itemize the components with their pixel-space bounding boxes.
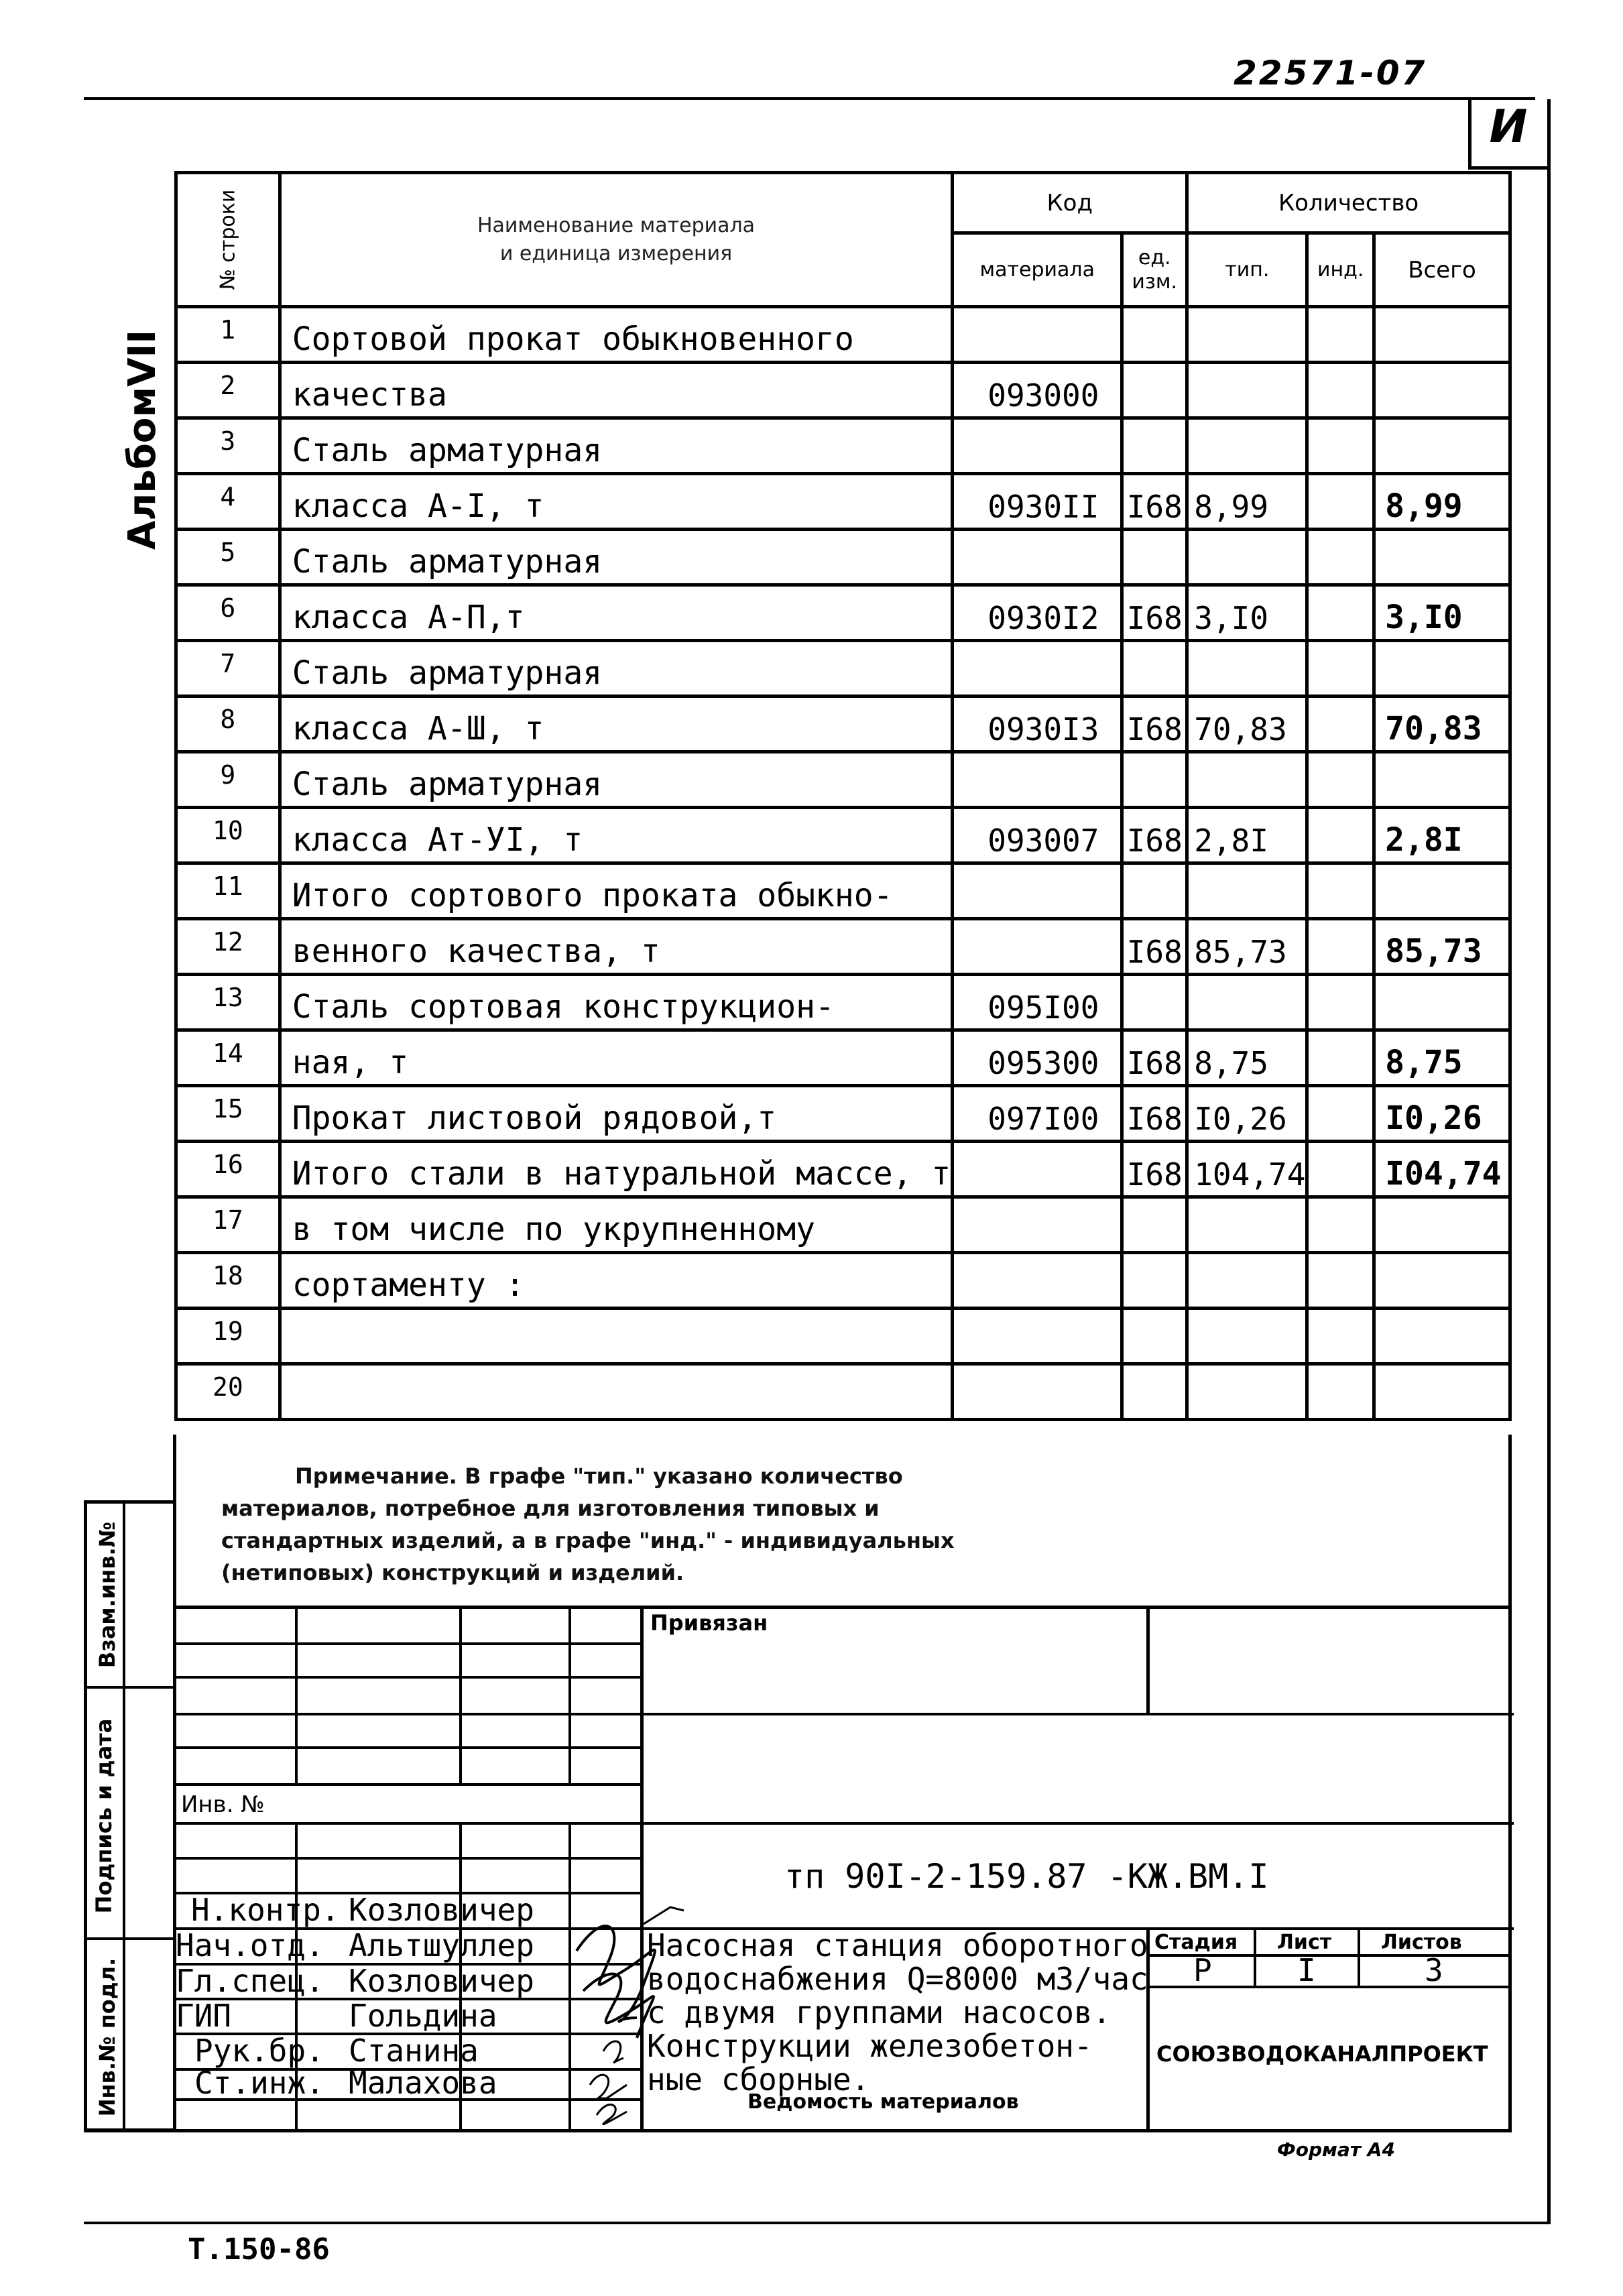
header-material: материала — [953, 233, 1122, 307]
qty-total: 8,99 — [1374, 474, 1510, 530]
qty-ind — [1307, 919, 1374, 975]
table-row — [176, 1309, 1510, 1364]
qty-total — [1374, 641, 1510, 697]
qty-ind — [1307, 752, 1374, 808]
material-code — [953, 1197, 1122, 1253]
project-title-line: Конструкции железобетон- — [647, 2028, 1093, 2064]
material-name: класса А-П,т — [280, 585, 953, 641]
inv-original-label: Инв.№ подл. — [95, 1957, 120, 2117]
row-number: 13 — [176, 975, 280, 1030]
row-number: 20 — [176, 1364, 280, 1420]
row-number: 2 — [176, 363, 280, 418]
header-total: Всего — [1374, 233, 1510, 307]
table-row — [176, 1364, 1510, 1420]
sheets-value: 3 — [1425, 1952, 1443, 1988]
qty-typ — [1187, 1309, 1307, 1364]
unit-code — [1122, 1309, 1187, 1364]
qty-total — [1374, 1364, 1510, 1420]
qty-typ — [1187, 752, 1307, 808]
qty-typ — [1187, 363, 1307, 418]
header-quantity: Количество — [1187, 173, 1510, 233]
material-code: 0930I3 — [953, 697, 1122, 752]
material-code: 0930II — [953, 474, 1122, 530]
table-row — [176, 919, 1510, 975]
material-name: Сталь арматурная — [280, 418, 953, 474]
unit-code — [1122, 752, 1187, 808]
note-line: стандартных изделий, а в графе "инд." - индивидуальных — [221, 1528, 955, 1553]
material-code — [953, 919, 1122, 975]
table-row — [176, 641, 1510, 697]
document-number: 22571-07 — [1234, 54, 1427, 93]
material-code — [953, 1309, 1122, 1364]
table-row — [176, 363, 1510, 418]
qty-ind — [1307, 863, 1374, 919]
privyazan-label: Привязан — [650, 1610, 768, 1636]
table-row — [176, 1142, 1510, 1197]
material-code — [953, 752, 1122, 808]
qty-typ: I0,26 — [1187, 1086, 1307, 1142]
qty-ind — [1307, 585, 1374, 641]
staff-name: Станина — [349, 2033, 479, 2069]
qty-ind — [1307, 1142, 1374, 1197]
qty-typ: 3,I0 — [1187, 585, 1307, 641]
tb-col — [459, 1606, 462, 1785]
tb-row — [173, 1857, 642, 1860]
qty-total: I0,26 — [1374, 1086, 1510, 1142]
qty-ind — [1307, 363, 1374, 418]
sheets-label: Листов — [1381, 1931, 1462, 1954]
material-code — [953, 307, 1122, 363]
top-frame-line — [84, 97, 1535, 100]
table-row — [176, 418, 1510, 474]
staff-name: Козловичер — [349, 1963, 534, 1999]
qty-total — [1374, 418, 1510, 474]
qty-typ — [1187, 1253, 1307, 1309]
qty-total — [1374, 1253, 1510, 1309]
table-row — [176, 752, 1510, 808]
material-name: Сортовой прокат обыкновенного — [280, 307, 953, 363]
title-block-top-line — [173, 1606, 1512, 1609]
staff-name: Козловичер — [349, 1892, 534, 1928]
unit-code: I68 — [1122, 1030, 1187, 1086]
material-name: венного качества, т — [280, 919, 953, 975]
qty-total — [1374, 307, 1510, 363]
qty-total: 2,8I — [1374, 808, 1510, 863]
unit-code — [1122, 307, 1187, 363]
qty-ind — [1307, 418, 1374, 474]
right-inner-frame-line — [1508, 1435, 1512, 2132]
header-row-number: № строки — [176, 173, 280, 307]
form-number: Т.150-86 — [188, 2232, 330, 2267]
qty-total — [1374, 863, 1510, 919]
doc-code: тп 90I-2-159.87 -КЖ.ВМ.I — [784, 1857, 1269, 1896]
materials-table — [174, 171, 1512, 1421]
material-name — [280, 1309, 953, 1364]
note-line: материалов, потребное для изготовления типовых и — [221, 1496, 880, 1521]
row-number: 8 — [176, 697, 280, 752]
header-ind: инд. — [1307, 233, 1374, 307]
qty-typ — [1187, 307, 1307, 363]
header-unit: ед. изм. — [1122, 233, 1187, 307]
material-name: Итого сортового проката обыкно- — [280, 863, 953, 919]
unit-code: I68 — [1122, 585, 1187, 641]
qty-ind — [1307, 307, 1374, 363]
material-name: качества — [280, 363, 953, 418]
row-number: 7 — [176, 641, 280, 697]
unit-code: I68 — [1122, 1142, 1187, 1197]
qty-ind — [1307, 641, 1374, 697]
project-title-line: с двумя группами насосов. — [647, 1994, 1111, 2031]
tb-row — [173, 1642, 642, 1645]
material-name: класса А-I, т — [280, 474, 953, 530]
qty-typ: 8,75 — [1187, 1030, 1307, 1086]
row-number: 11 — [176, 863, 280, 919]
qty-total: I04,74 — [1374, 1142, 1510, 1197]
unit-code — [1122, 418, 1187, 474]
qty-ind — [1307, 474, 1374, 530]
qty-ind — [1307, 975, 1374, 1030]
material-name: ная, т — [280, 1030, 953, 1086]
unit-code: I68 — [1122, 808, 1187, 863]
row-number: 10 — [176, 808, 280, 863]
unit-code: I68 — [1122, 474, 1187, 530]
row-number: 15 — [176, 1086, 280, 1142]
tb-col — [1146, 1606, 1150, 1713]
qty-ind — [1307, 1197, 1374, 1253]
table-row — [176, 808, 1510, 863]
material-code — [953, 1364, 1122, 1420]
qty-typ — [1187, 418, 1307, 474]
material-name: Прокат листовой рядовой,т — [280, 1086, 953, 1142]
staff-role: Н.контр. — [191, 1892, 340, 1928]
material-code — [953, 418, 1122, 474]
qty-typ — [1187, 530, 1307, 585]
row-number: 4 — [176, 474, 280, 530]
tb-row — [173, 1713, 1514, 1715]
table-row — [176, 697, 1510, 752]
stage-label: Стадия — [1154, 1931, 1238, 1954]
staff-name: Альтшуллер — [349, 1927, 534, 1963]
unit-code — [1122, 1364, 1187, 1420]
material-code — [953, 530, 1122, 585]
qty-total — [1374, 1197, 1510, 1253]
material-name: класса А-Ш, т — [280, 697, 953, 752]
unit-code — [1122, 863, 1187, 919]
qty-total — [1374, 363, 1510, 418]
material-code: 093007 — [953, 808, 1122, 863]
material-code: 095300 — [953, 1030, 1122, 1086]
qty-typ — [1187, 1364, 1307, 1420]
table-row — [176, 585, 1510, 641]
organization: СОЮЗВОДОКАНАЛПРОЕКТ — [1156, 2041, 1488, 2067]
row-number: 3 — [176, 418, 280, 474]
qty-ind — [1307, 1364, 1374, 1420]
material-name: в том числе по укрупненному — [280, 1197, 953, 1253]
material-name — [280, 1364, 953, 1420]
signature-date-label: Подпись и дата — [91, 1718, 117, 1914]
project-title-line: водоснабжения Q=8000 м3/час — [647, 1961, 1148, 1997]
material-name: Сталь арматурная — [280, 752, 953, 808]
qty-total: 8,75 — [1374, 1030, 1510, 1086]
table-row — [176, 1030, 1510, 1086]
unit-code: I68 — [1122, 919, 1187, 975]
unit-code — [1122, 641, 1187, 697]
unit-code — [1122, 530, 1187, 585]
tb-row — [173, 1783, 642, 1786]
staff-role: Нач.отд. — [176, 1927, 324, 1963]
material-name: сортаменту : — [280, 1253, 953, 1309]
row-number: 14 — [176, 1030, 280, 1086]
side-stamp-divider — [123, 1500, 125, 2132]
album-label: АльбомVII — [121, 329, 164, 550]
row-number: 18 — [176, 1253, 280, 1309]
tb-col — [1254, 1927, 1256, 1988]
material-code — [953, 1142, 1122, 1197]
qty-total — [1374, 1309, 1510, 1364]
header-name: Наименование материала и единица измерения — [280, 173, 953, 307]
inv-no-label: Инв. № — [181, 1791, 265, 1818]
sheet-mark: И — [1489, 101, 1528, 154]
qty-ind — [1307, 1030, 1374, 1086]
staff-name: Малахова — [349, 2065, 497, 2101]
project-title-line: Насосная станция оборотного — [647, 1927, 1148, 1963]
staff-role: Ст.инж. — [194, 2065, 324, 2101]
material-code: 0930I2 — [953, 585, 1122, 641]
staff-role: Гл.спец. — [176, 1963, 324, 1999]
staff-role: Рук.бр. — [194, 2033, 324, 2069]
qty-ind — [1307, 1086, 1374, 1142]
material-name: Сталь арматурная — [280, 641, 953, 697]
tb-col — [295, 1606, 298, 1785]
row-number: 9 — [176, 752, 280, 808]
tb-row — [173, 1746, 642, 1749]
qty-total — [1374, 752, 1510, 808]
qty-total — [1374, 975, 1510, 1030]
header-code: Код — [953, 173, 1187, 233]
material-name: Сталь сортовая конструкцион- — [280, 975, 953, 1030]
project-title-line: ные сборные. — [647, 2061, 870, 2098]
note — [221, 1460, 1093, 1589]
qty-total — [1374, 530, 1510, 585]
qty-total: 3,I0 — [1374, 585, 1510, 641]
table-row — [176, 975, 1510, 1030]
row-number: 12 — [176, 919, 280, 975]
qty-typ — [1187, 1197, 1307, 1253]
table-row — [176, 307, 1510, 363]
material-code — [953, 863, 1122, 919]
material-name: Итого стали в натуральной массе, т — [280, 1142, 953, 1197]
qty-typ: 2,8I — [1187, 808, 1307, 863]
tb-col — [1358, 1927, 1360, 1988]
qty-ind — [1307, 808, 1374, 863]
row-number: 17 — [176, 1197, 280, 1253]
tb-row — [173, 1822, 1514, 1825]
material-name: Сталь арматурная — [280, 530, 953, 585]
row-number: 1 — [176, 307, 280, 363]
material-code — [953, 1253, 1122, 1309]
right-frame-line — [1547, 99, 1551, 2224]
qty-typ: 104,74 — [1187, 1142, 1307, 1197]
header-typ: тип. — [1187, 233, 1307, 307]
staff-role: ГИП — [176, 1998, 232, 2034]
qty-ind — [1307, 1309, 1374, 1364]
qty-typ: 70,83 — [1187, 697, 1307, 752]
table-row — [176, 1197, 1510, 1253]
qty-total: 85,73 — [1374, 919, 1510, 975]
sheet-title: Ведомость материалов — [747, 2090, 1019, 2114]
unit-code — [1122, 1253, 1187, 1309]
vzam-inv-label: Взам.инв.№ — [95, 1521, 120, 1669]
tb-col — [568, 1606, 571, 1785]
material-code — [953, 641, 1122, 697]
qty-typ — [1187, 863, 1307, 919]
unit-code: I68 — [1122, 697, 1187, 752]
row-number: 16 — [176, 1142, 280, 1197]
material-code: 095I00 — [953, 975, 1122, 1030]
table-row — [176, 474, 1510, 530]
unit-code: I68 — [1122, 1086, 1187, 1142]
unit-code — [1122, 975, 1187, 1030]
qty-typ: 8,99 — [1187, 474, 1307, 530]
table-row — [176, 1086, 1510, 1142]
stage-value: Р — [1193, 1952, 1212, 1988]
unit-code — [1122, 1197, 1187, 1253]
material-code: 097I00 — [953, 1086, 1122, 1142]
format-label: Формат А4 — [1277, 2138, 1395, 2161]
row-number: 5 — [176, 530, 280, 585]
tb-row — [173, 1676, 642, 1679]
qty-typ — [1187, 641, 1307, 697]
sheet-value: I — [1297, 1952, 1316, 1988]
bottom-frame-line — [84, 2222, 1551, 2224]
material-code: 093000 — [953, 363, 1122, 418]
note-line: Примечание. В графе "тип." указано количество — [295, 1463, 903, 1489]
note-line: (нетиповых) конструкций и изделий. — [221, 1560, 684, 1585]
qty-ind — [1307, 697, 1374, 752]
unit-code — [1122, 363, 1187, 418]
title-block-bottom-line — [84, 2129, 1512, 2132]
qty-ind — [1307, 1253, 1374, 1309]
row-number: 6 — [176, 585, 280, 641]
table-row — [176, 530, 1510, 585]
staff-name: Гольдина — [349, 1998, 497, 2034]
row-number: 19 — [176, 1309, 280, 1364]
table-header-row — [176, 173, 1510, 233]
qty-ind — [1307, 530, 1374, 585]
qty-typ: 85,73 — [1187, 919, 1307, 975]
material-name: класса Ат-УI, т — [280, 808, 953, 863]
table-row — [176, 863, 1510, 919]
table-row — [176, 1253, 1510, 1309]
qty-total: 70,83 — [1374, 697, 1510, 752]
qty-typ — [1187, 975, 1307, 1030]
sheet-label: Лист — [1277, 1931, 1332, 1954]
